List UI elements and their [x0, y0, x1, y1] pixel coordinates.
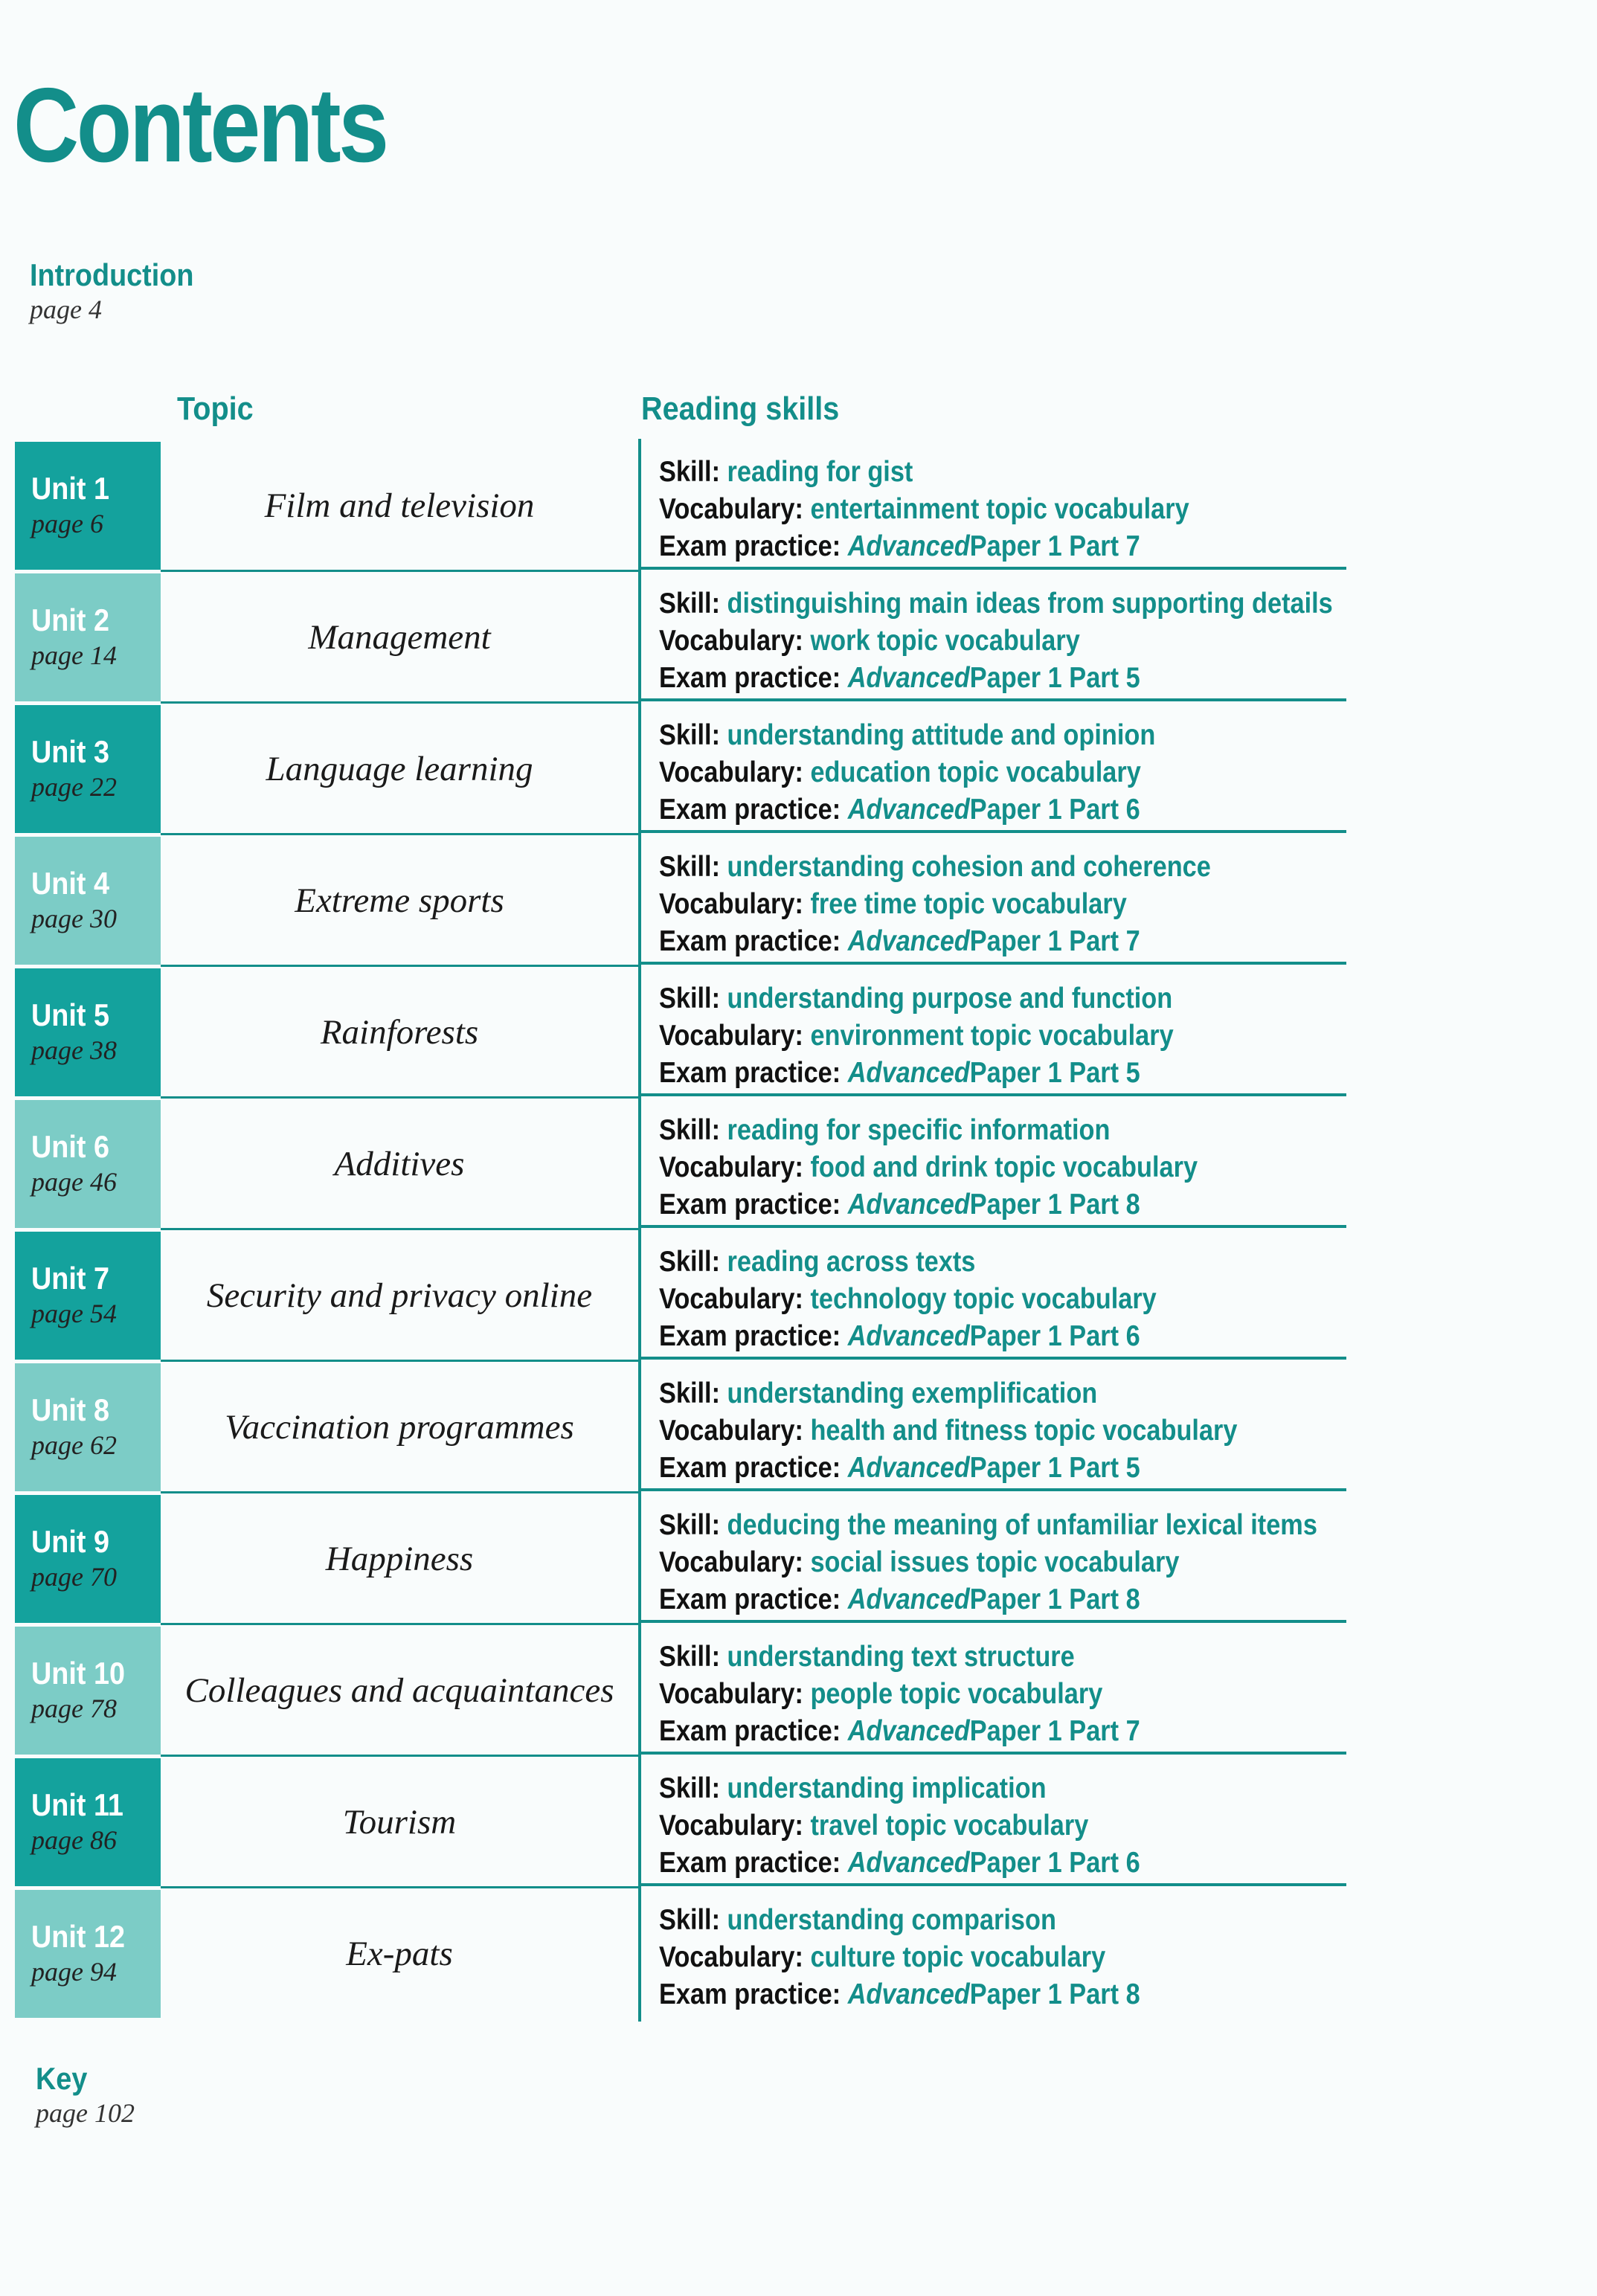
unit-page: page 14 — [31, 640, 117, 671]
skill-line — [659, 1770, 1264, 1807]
exam-advanced: Advanced — [847, 1715, 970, 1747]
unit-page: page 46 — [31, 1167, 117, 1197]
exam-practice-label: Exam practice: — [659, 1715, 841, 1747]
topic-cell — [161, 837, 638, 967]
skill-value: understanding exemplification — [727, 1377, 1098, 1409]
exam-advanced: Advanced — [847, 794, 970, 826]
skill-label: Skill: — [659, 1509, 721, 1541]
exam-practice-value: Paper 1 Part 7 — [969, 925, 1140, 957]
exam-practice-value: Paper 1 Part 8 — [969, 1978, 1140, 2010]
exam-practice-line — [659, 660, 1264, 697]
unit-row[interactable] — [15, 1627, 1346, 1758]
exam-practice-value: Paper 1 Part 7 — [969, 530, 1140, 562]
exam-practice-label: Exam practice: — [659, 662, 841, 694]
reading-skills-cell — [641, 1100, 1346, 1228]
unit-tab[interactable] — [15, 1363, 161, 1491]
exam-advanced: Advanced — [847, 925, 970, 957]
vocabulary-line — [659, 754, 1264, 791]
skill-line — [659, 454, 1264, 491]
skill-label: Skill: — [659, 1377, 721, 1409]
unit-tab[interactable] — [15, 1100, 161, 1228]
unit-topic: Rainforests — [320, 1013, 479, 1052]
exam-advanced: Advanced — [847, 1583, 970, 1615]
unit-label: Unit 2 — [31, 602, 110, 637]
topic-cell — [161, 1495, 638, 1625]
unit-row[interactable] — [15, 1363, 1346, 1495]
vocabulary-label: Vocabulary: — [659, 1020, 803, 1052]
vocabulary-label: Vocabulary: — [659, 1941, 803, 1973]
vocabulary-line — [659, 1676, 1264, 1713]
vocabulary-label: Vocabulary: — [659, 493, 803, 525]
unit-row[interactable] — [15, 705, 1346, 837]
reading-skills-cell — [641, 705, 1346, 833]
skill-value: deducing the meaning of unfamiliar lexical items — [727, 1509, 1317, 1541]
unit-tab[interactable] — [15, 837, 161, 965]
skill-value: reading for gist — [727, 456, 913, 488]
key-page: page 102 — [36, 2098, 135, 2129]
unit-page: page 78 — [31, 1694, 117, 1724]
reading-skills-cell — [641, 1627, 1346, 1755]
key-entry[interactable] — [36, 2060, 135, 2130]
unit-topic: Additives — [334, 1145, 465, 1183]
skill-value: understanding attitude and opinion — [727, 719, 1156, 751]
skill-line — [659, 980, 1264, 1017]
skill-line — [659, 849, 1264, 886]
unit-tab[interactable] — [15, 1627, 161, 1755]
skill-label: Skill: — [659, 588, 721, 620]
vocabulary-line — [659, 1939, 1264, 1976]
unit-page: page 86 — [31, 1825, 117, 1856]
skill-label: Skill: — [659, 1114, 721, 1146]
skill-line — [659, 1112, 1264, 1149]
exam-practice-label: Exam practice: — [659, 1978, 841, 2010]
reading-skills-cell — [641, 1495, 1346, 1623]
topic-column-header: Topic — [177, 390, 254, 427]
exam-practice-line — [659, 1845, 1264, 1882]
exam-practice-value: Paper 1 Part 5 — [969, 662, 1140, 694]
unit-tab[interactable] — [15, 1495, 161, 1623]
topic-cell — [161, 573, 638, 704]
vocabulary-line — [659, 491, 1264, 528]
unit-label: Unit 7 — [31, 1261, 110, 1296]
exam-practice-line — [659, 528, 1264, 565]
exam-advanced: Advanced — [847, 1057, 970, 1089]
exam-practice-label: Exam practice: — [659, 925, 841, 957]
exam-practice-value: Paper 1 Part 6 — [969, 794, 1140, 826]
vocabulary-label: Vocabulary: — [659, 1151, 803, 1183]
skill-label: Skill: — [659, 1904, 721, 1936]
topic-cell — [161, 1232, 638, 1362]
unit-topic: Extreme sports — [295, 881, 504, 920]
unit-row[interactable] — [15, 1758, 1346, 1890]
vocabulary-value: health and fitness topic vocabulary — [810, 1415, 1238, 1447]
reading-skills-cell — [641, 837, 1346, 965]
unit-page: page 30 — [31, 904, 117, 934]
topic-cell — [161, 1758, 638, 1888]
introduction-entry[interactable] — [30, 257, 212, 327]
vocabulary-line — [659, 623, 1264, 660]
vocabulary-value: entertainment topic vocabulary — [810, 493, 1189, 525]
exam-practice-line — [659, 1581, 1264, 1618]
unit-page: page 38 — [31, 1035, 117, 1066]
skill-value: understanding text structure — [727, 1641, 1075, 1673]
vocabulary-value: work topic vocabulary — [810, 625, 1080, 657]
skill-value: reading across texts — [727, 1246, 976, 1278]
vocabulary-value: people topic vocabulary — [810, 1678, 1103, 1710]
vocabulary-line — [659, 1017, 1264, 1055]
topic-cell — [161, 968, 638, 1099]
unit-topic: Vaccination programmes — [225, 1408, 574, 1447]
unit-row[interactable] — [15, 1890, 1346, 2022]
exam-practice-line — [659, 1713, 1264, 1750]
unit-tab[interactable] — [15, 573, 161, 701]
unit-tab[interactable] — [15, 1758, 161, 1886]
reading-skills-cell — [641, 1232, 1346, 1360]
reading-skills-cell — [641, 1890, 1346, 2018]
topic-cell — [161, 1890, 638, 2018]
skill-value: understanding cohesion and coherence — [727, 851, 1211, 883]
skill-value: reading for specific information — [727, 1114, 1111, 1146]
vocabulary-label: Vocabulary: — [659, 888, 803, 920]
vocabulary-line — [659, 1544, 1264, 1581]
exam-practice-line — [659, 1186, 1264, 1223]
vocabulary-label: Vocabulary: — [659, 1546, 803, 1578]
unit-topic: Colleagues and acquaintances — [184, 1671, 614, 1710]
exam-practice-value: Paper 1 Part 6 — [969, 1320, 1140, 1352]
reading-skills-cell — [641, 968, 1346, 1096]
exam-practice-value: Paper 1 Part 7 — [969, 1715, 1140, 1747]
unit-page: page 62 — [31, 1430, 117, 1461]
reading-skills-cell — [641, 442, 1346, 570]
reading-skills-column-header: Reading skills — [641, 390, 840, 427]
topic-cell — [161, 1100, 638, 1230]
unit-topic: Ex-pats — [346, 1935, 453, 1973]
unit-label: Unit 10 — [31, 1656, 126, 1691]
vocabulary-label: Vocabulary: — [659, 756, 803, 788]
skill-line — [659, 1639, 1264, 1676]
exam-practice-line — [659, 1318, 1264, 1355]
vocabulary-value: technology topic vocabulary — [810, 1283, 1157, 1315]
unit-page: page 22 — [31, 772, 117, 803]
unit-page: page 54 — [31, 1299, 117, 1329]
vocabulary-value: environment topic vocabulary — [810, 1020, 1174, 1052]
exam-practice-line — [659, 791, 1264, 829]
unit-row[interactable] — [15, 1100, 1346, 1232]
skill-value: understanding comparison — [727, 1904, 1056, 1936]
skill-line — [659, 585, 1333, 623]
skill-label: Skill: — [659, 1641, 721, 1673]
vocabulary-line — [659, 886, 1264, 923]
exam-practice-line — [659, 1055, 1264, 1092]
exam-practice-label: Exam practice: — [659, 1452, 841, 1484]
exam-advanced: Advanced — [847, 662, 970, 694]
unit-label: Unit 3 — [31, 734, 110, 769]
key-label: Key — [36, 2061, 88, 2096]
vocabulary-line — [659, 1412, 1264, 1450]
unit-label: Unit 1 — [31, 471, 110, 506]
unit-label: Unit 4 — [31, 866, 110, 901]
unit-page: page 94 — [31, 1957, 117, 1987]
vocabulary-value: culture topic vocabulary — [810, 1941, 1106, 1973]
skill-value: distinguishing main ideas from supporting details — [727, 588, 1333, 620]
unit-topic: Happiness — [325, 1540, 474, 1578]
unit-topic: Language learning — [266, 750, 533, 788]
skill-label: Skill: — [659, 456, 721, 488]
page-title: Contents — [13, 66, 387, 184]
unit-tab[interactable] — [15, 1890, 161, 2018]
vocabulary-value: travel topic vocabulary — [810, 1810, 1089, 1842]
exam-practice-label: Exam practice: — [659, 794, 841, 826]
exam-practice-value: Paper 1 Part 8 — [969, 1583, 1140, 1615]
vocabulary-value: free time topic vocabulary — [810, 888, 1127, 920]
unit-tab[interactable] — [15, 442, 161, 570]
vocabulary-label: Vocabulary: — [659, 1283, 803, 1315]
exam-advanced: Advanced — [847, 1452, 970, 1484]
vocabulary-label: Vocabulary: — [659, 625, 803, 657]
topic-cell — [161, 1627, 638, 1757]
skill-label: Skill: — [659, 719, 721, 751]
exam-practice-label: Exam practice: — [659, 1583, 841, 1615]
exam-practice-line — [659, 1976, 1264, 2013]
units-table — [15, 442, 1346, 2022]
exam-practice-value: Paper 1 Part 5 — [969, 1452, 1140, 1484]
exam-practice-line — [659, 923, 1264, 960]
reading-skills-cell — [641, 1363, 1346, 1491]
exam-advanced: Advanced — [847, 530, 970, 562]
exam-practice-value: Paper 1 Part 6 — [969, 1847, 1140, 1879]
vocabulary-value: food and drink topic vocabulary — [810, 1151, 1198, 1183]
skill-value: understanding implication — [727, 1772, 1047, 1804]
unit-tab[interactable] — [15, 1232, 161, 1360]
vocabulary-line — [659, 1149, 1264, 1186]
reading-skills-cell — [641, 573, 1346, 701]
unit-label: Unit 6 — [31, 1129, 110, 1164]
exam-advanced: Advanced — [847, 1189, 970, 1221]
introduction-page: page 4 — [30, 295, 102, 325]
skill-value: understanding purpose and function — [727, 983, 1173, 1014]
unit-topic: Management — [308, 618, 491, 657]
skill-label: Skill: — [659, 983, 721, 1014]
unit-tab[interactable] — [15, 705, 161, 833]
unit-label: Unit 5 — [31, 997, 110, 1032]
exam-advanced: Advanced — [847, 1978, 970, 2010]
unit-label: Unit 8 — [31, 1392, 110, 1427]
exam-practice-label: Exam practice: — [659, 1847, 841, 1879]
exam-practice-line — [659, 1450, 1264, 1487]
unit-row[interactable] — [15, 442, 1346, 573]
exam-practice-value: Paper 1 Part 8 — [969, 1189, 1140, 1221]
skill-label: Skill: — [659, 1772, 721, 1804]
vocabulary-value: education topic vocabulary — [810, 756, 1141, 788]
skill-line — [659, 1375, 1264, 1412]
unit-topic: Security and privacy online — [206, 1276, 593, 1315]
reading-skills-cell — [641, 1758, 1346, 1886]
skill-label: Skill: — [659, 1246, 721, 1278]
skill-line — [659, 1507, 1317, 1544]
topic-cell — [161, 705, 638, 835]
vocabulary-label: Vocabulary: — [659, 1678, 803, 1710]
introduction-label: Introduction — [30, 257, 194, 292]
exam-practice-label: Exam practice: — [659, 1320, 841, 1352]
skill-line — [659, 1244, 1264, 1281]
unit-row[interactable] — [15, 968, 1346, 1100]
unit-topic: Film and television — [264, 486, 535, 525]
vocabulary-label: Vocabulary: — [659, 1415, 803, 1447]
exam-practice-label: Exam practice: — [659, 530, 841, 562]
vocabulary-line — [659, 1281, 1264, 1318]
unit-row[interactable] — [15, 1495, 1346, 1627]
vocabulary-label: Vocabulary: — [659, 1810, 803, 1842]
vocabulary-line — [659, 1807, 1264, 1845]
unit-page: page 70 — [31, 1562, 117, 1592]
unit-tab[interactable] — [15, 968, 161, 1096]
unit-row[interactable] — [15, 573, 1346, 705]
unit-page: page 6 — [31, 509, 103, 539]
exam-practice-label: Exam practice: — [659, 1057, 841, 1089]
unit-label: Unit 12 — [31, 1919, 126, 1954]
topic-cell — [161, 1363, 638, 1493]
unit-row[interactable] — [15, 1232, 1346, 1363]
skill-label: Skill: — [659, 851, 721, 883]
vocabulary-value: social issues topic vocabulary — [810, 1546, 1180, 1578]
exam-advanced: Advanced — [847, 1847, 970, 1879]
skill-line — [659, 1902, 1264, 1939]
topic-cell — [161, 442, 638, 572]
exam-practice-value: Paper 1 Part 5 — [969, 1057, 1140, 1089]
skill-line — [659, 717, 1264, 754]
exam-advanced: Advanced — [847, 1320, 970, 1352]
unit-label: Unit 11 — [31, 1787, 123, 1822]
unit-topic: Tourism — [342, 1803, 457, 1842]
unit-row[interactable] — [15, 837, 1346, 968]
unit-label: Unit 9 — [31, 1524, 110, 1559]
exam-practice-label: Exam practice: — [659, 1189, 841, 1221]
